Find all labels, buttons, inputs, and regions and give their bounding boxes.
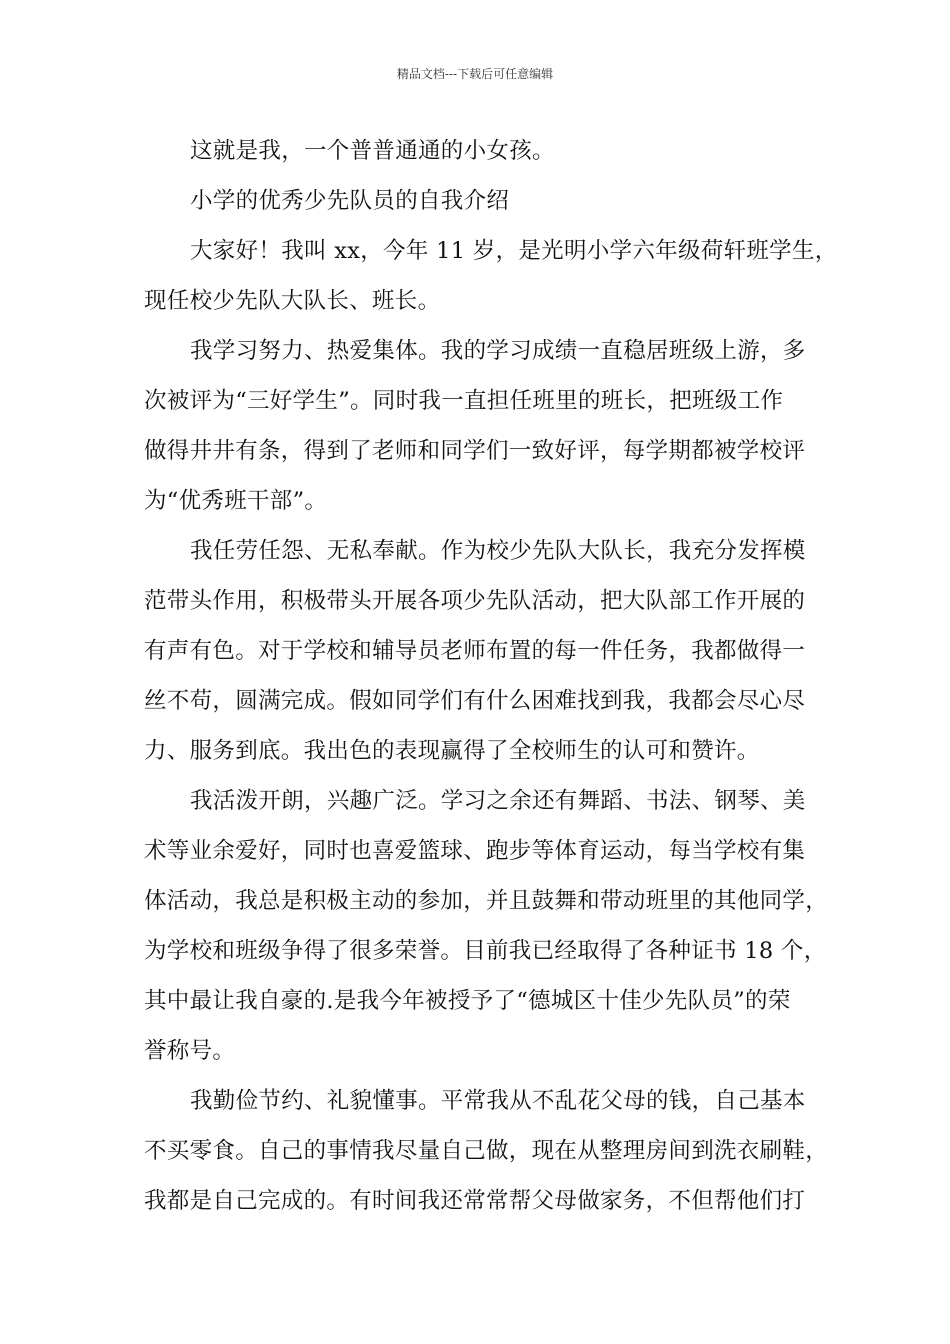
text-line: 其中最让我自豪的.是我今年被授予了“德城区十佳少先队员”的荣 <box>144 988 791 1014</box>
text-line: 范带头作用，积极带头开展各项少先队活动，把大队部工作开展的 <box>144 588 806 614</box>
text-line: 体活动，我总是积极主动的参加，并且鼓舞和带动班里的其他同学， <box>144 888 829 914</box>
text-line: 大家好！我叫 xx，今年 11 岁，是光明小学六年级荷轩班学生， <box>190 238 838 264</box>
text-line: 誉称号。 <box>144 1038 236 1064</box>
text-line: 术等业余爱好，同时也喜爱篮球、跑步等体育运动，每当学校有集 <box>144 838 806 864</box>
text-line: 我任劳任怨、无私奉献。作为校少先队大队长，我充分发挥模 <box>190 538 806 564</box>
text-line: 我活泼开朗，兴趣广泛。学习之余还有舞蹈、书法、钢琴、美 <box>190 788 806 814</box>
text-line: 次被评为“三好学生”。同时我一直担任班里的班长，把班级工作 <box>144 388 784 414</box>
text-line: 为学校和班级争得了很多荣誉。目前我已经取得了各种证书 18 个， <box>144 938 827 964</box>
text-line: 我都是自己完成的。有时间我还常常帮父母做家务，不但帮他们打 <box>144 1188 806 1214</box>
text-line: 我学习努力、热爱集体。我的学习成绩一直稳居班级上游，多 <box>190 338 806 364</box>
text-line: 这就是我，一个普普通通的小女孩。 <box>190 138 555 164</box>
text-line: 现任校少先队大队长、班长。 <box>144 288 441 314</box>
text-line: 力、服务到底。我出色的表现赢得了全校师生的认可和赞许。 <box>144 738 760 764</box>
text-line: 做得井井有条，得到了老师和同学们一致好评，每学期都被学校评 <box>144 438 806 464</box>
text-line: 有声有色。对于学校和辅导员老师布置的每一件任务，我都做得一 <box>144 638 806 664</box>
text-line: 不买零食。自己的事情我尽量自己做，现在从整理房间到洗衣刷鞋， <box>144 1138 829 1164</box>
page-header: 精品文档---下载后可任意编辑 <box>396 67 554 81</box>
text-line: 我勤俭节约、礼貌懂事。平常我从不乱花父母的钱，自己基本 <box>190 1088 806 1114</box>
text-line: 丝不苟，圆满完成。假如同学们有什么困难找到我，我都会尽心尽 <box>144 688 806 714</box>
text-line: 为“优秀班干部”。 <box>144 488 328 514</box>
section-title: 小学的优秀少先队员的自我介绍 <box>190 188 510 214</box>
